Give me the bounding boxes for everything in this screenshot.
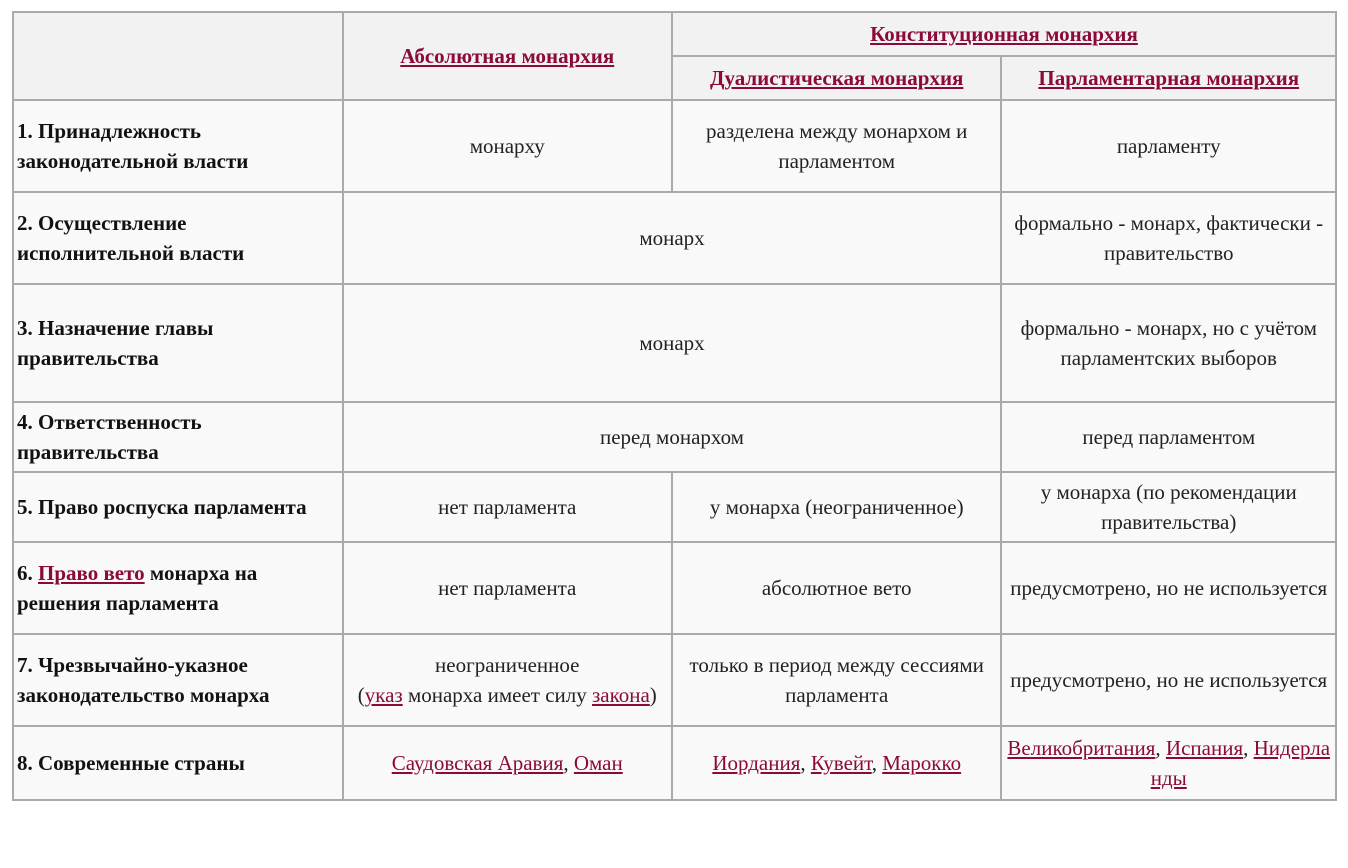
- cell-text: монарха имеет силу: [402, 683, 592, 707]
- cell-absolute: нет парламента: [344, 473, 673, 543]
- row-label-suffix: монарха на решения парламента: [17, 561, 258, 615]
- row-label: 2. Осуществление исполнительной власти: [14, 193, 344, 285]
- veto-right-link[interactable]: Право вето: [38, 561, 145, 585]
- cell-parliamentary: перед парламентом: [1002, 403, 1337, 473]
- row-label: 1. Принадлежность законодательной власти: [14, 101, 344, 193]
- separator: ,: [1243, 736, 1254, 760]
- table-row: [14, 403, 1337, 473]
- cell-absolute: нет парламента: [344, 543, 673, 635]
- cell-dualistic: абсолютное вето: [673, 543, 1003, 635]
- cell-dualistic: [673, 727, 1003, 801]
- separator: ,: [871, 751, 883, 775]
- cell-absolute: [344, 635, 673, 727]
- cell-parliamentary: формально - монарх, фактически - правительство: [1002, 193, 1337, 285]
- constitutional-monarchy-link[interactable]: Конституционная монархия: [870, 22, 1138, 46]
- table-row: [14, 727, 1337, 801]
- cell-parliamentary: предусмотрено, но не используется: [1002, 543, 1337, 635]
- table-row: [14, 635, 1337, 727]
- country-link-kuwait[interactable]: Кувейт: [810, 751, 872, 775]
- header-absolute: [344, 13, 673, 101]
- row-label: [14, 543, 344, 635]
- country-link-jordan[interactable]: Иордания: [712, 751, 801, 775]
- cell-parliamentary: у монарха (по рекомендации правительства): [1002, 473, 1337, 543]
- table-row: [14, 101, 1337, 193]
- table-row: [14, 543, 1337, 635]
- cell-parliamentary: парламенту: [1002, 101, 1337, 193]
- header-constitutional: [673, 13, 1337, 57]
- cell-parliamentary: формально - монарх, но с учётом парламентских выборов: [1002, 285, 1337, 403]
- row-label: 7. Чрезвычайно-указное законодательство монарха: [14, 635, 344, 727]
- header-empty-cell: [14, 13, 344, 101]
- cell-dualistic: разделена между монархом и парламентом: [673, 101, 1003, 193]
- header-dualistic: [673, 57, 1003, 101]
- header-row-1: [14, 13, 1337, 57]
- cell-text: (: [357, 683, 365, 707]
- cell-absolute: [344, 727, 673, 801]
- country-link-uk[interactable]: Великобритания: [1007, 736, 1156, 760]
- country-link-oman[interactable]: Оман: [573, 751, 623, 775]
- cell-parliamentary: [1002, 727, 1337, 801]
- cell-text: ): [649, 683, 657, 707]
- table-row: [14, 193, 1337, 285]
- absolute-monarchy-link[interactable]: Абсолютная монархия: [400, 44, 615, 68]
- country-link-netherlands[interactable]: Нидерланды: [1150, 736, 1331, 790]
- table-row: [14, 285, 1337, 403]
- cell-parliamentary: предусмотрено, но не используется: [1002, 635, 1337, 727]
- country-link-morocco[interactable]: Марокко: [882, 751, 962, 775]
- monarchy-comparison-table: [12, 11, 1337, 801]
- parliamentary-monarchy-link[interactable]: Парламентарная монархия: [1038, 66, 1300, 90]
- cell-dualistic: у монарха (неограниченное): [673, 473, 1003, 543]
- separator: ,: [563, 751, 574, 775]
- country-link-spain[interactable]: Испания: [1165, 736, 1244, 760]
- separator: ,: [1155, 736, 1166, 760]
- separator: ,: [800, 751, 811, 775]
- cell-absolute-dualistic: монарх: [344, 193, 1003, 285]
- header-parliamentary: [1002, 57, 1337, 101]
- cell-dualistic: только в период между сессиями парламента: [673, 635, 1003, 727]
- decree-link[interactable]: указ: [364, 683, 403, 707]
- dualistic-monarchy-link[interactable]: Дуалистическая монархия: [710, 66, 964, 90]
- row-label: 3. Назначение главы правительства: [14, 285, 344, 403]
- page: [12, 11, 1337, 801]
- table-row: [14, 473, 1337, 543]
- row-label-prefix: 6.: [17, 561, 38, 585]
- cell-absolute: монарху: [344, 101, 673, 193]
- row-label: 4. Ответственность правительства: [14, 403, 344, 473]
- cell-absolute-dualistic: монарх: [344, 285, 1003, 403]
- law-link[interactable]: закона: [591, 683, 650, 707]
- row-label: 5. Право роспуска парламента: [14, 473, 344, 543]
- row-label: 8. Современные страны: [14, 727, 344, 801]
- cell-text: неограниченное: [435, 653, 580, 677]
- cell-absolute-dualistic: перед монархом: [344, 403, 1003, 473]
- country-link-saudi-arabia[interactable]: Саудовская Аравия: [391, 751, 564, 775]
